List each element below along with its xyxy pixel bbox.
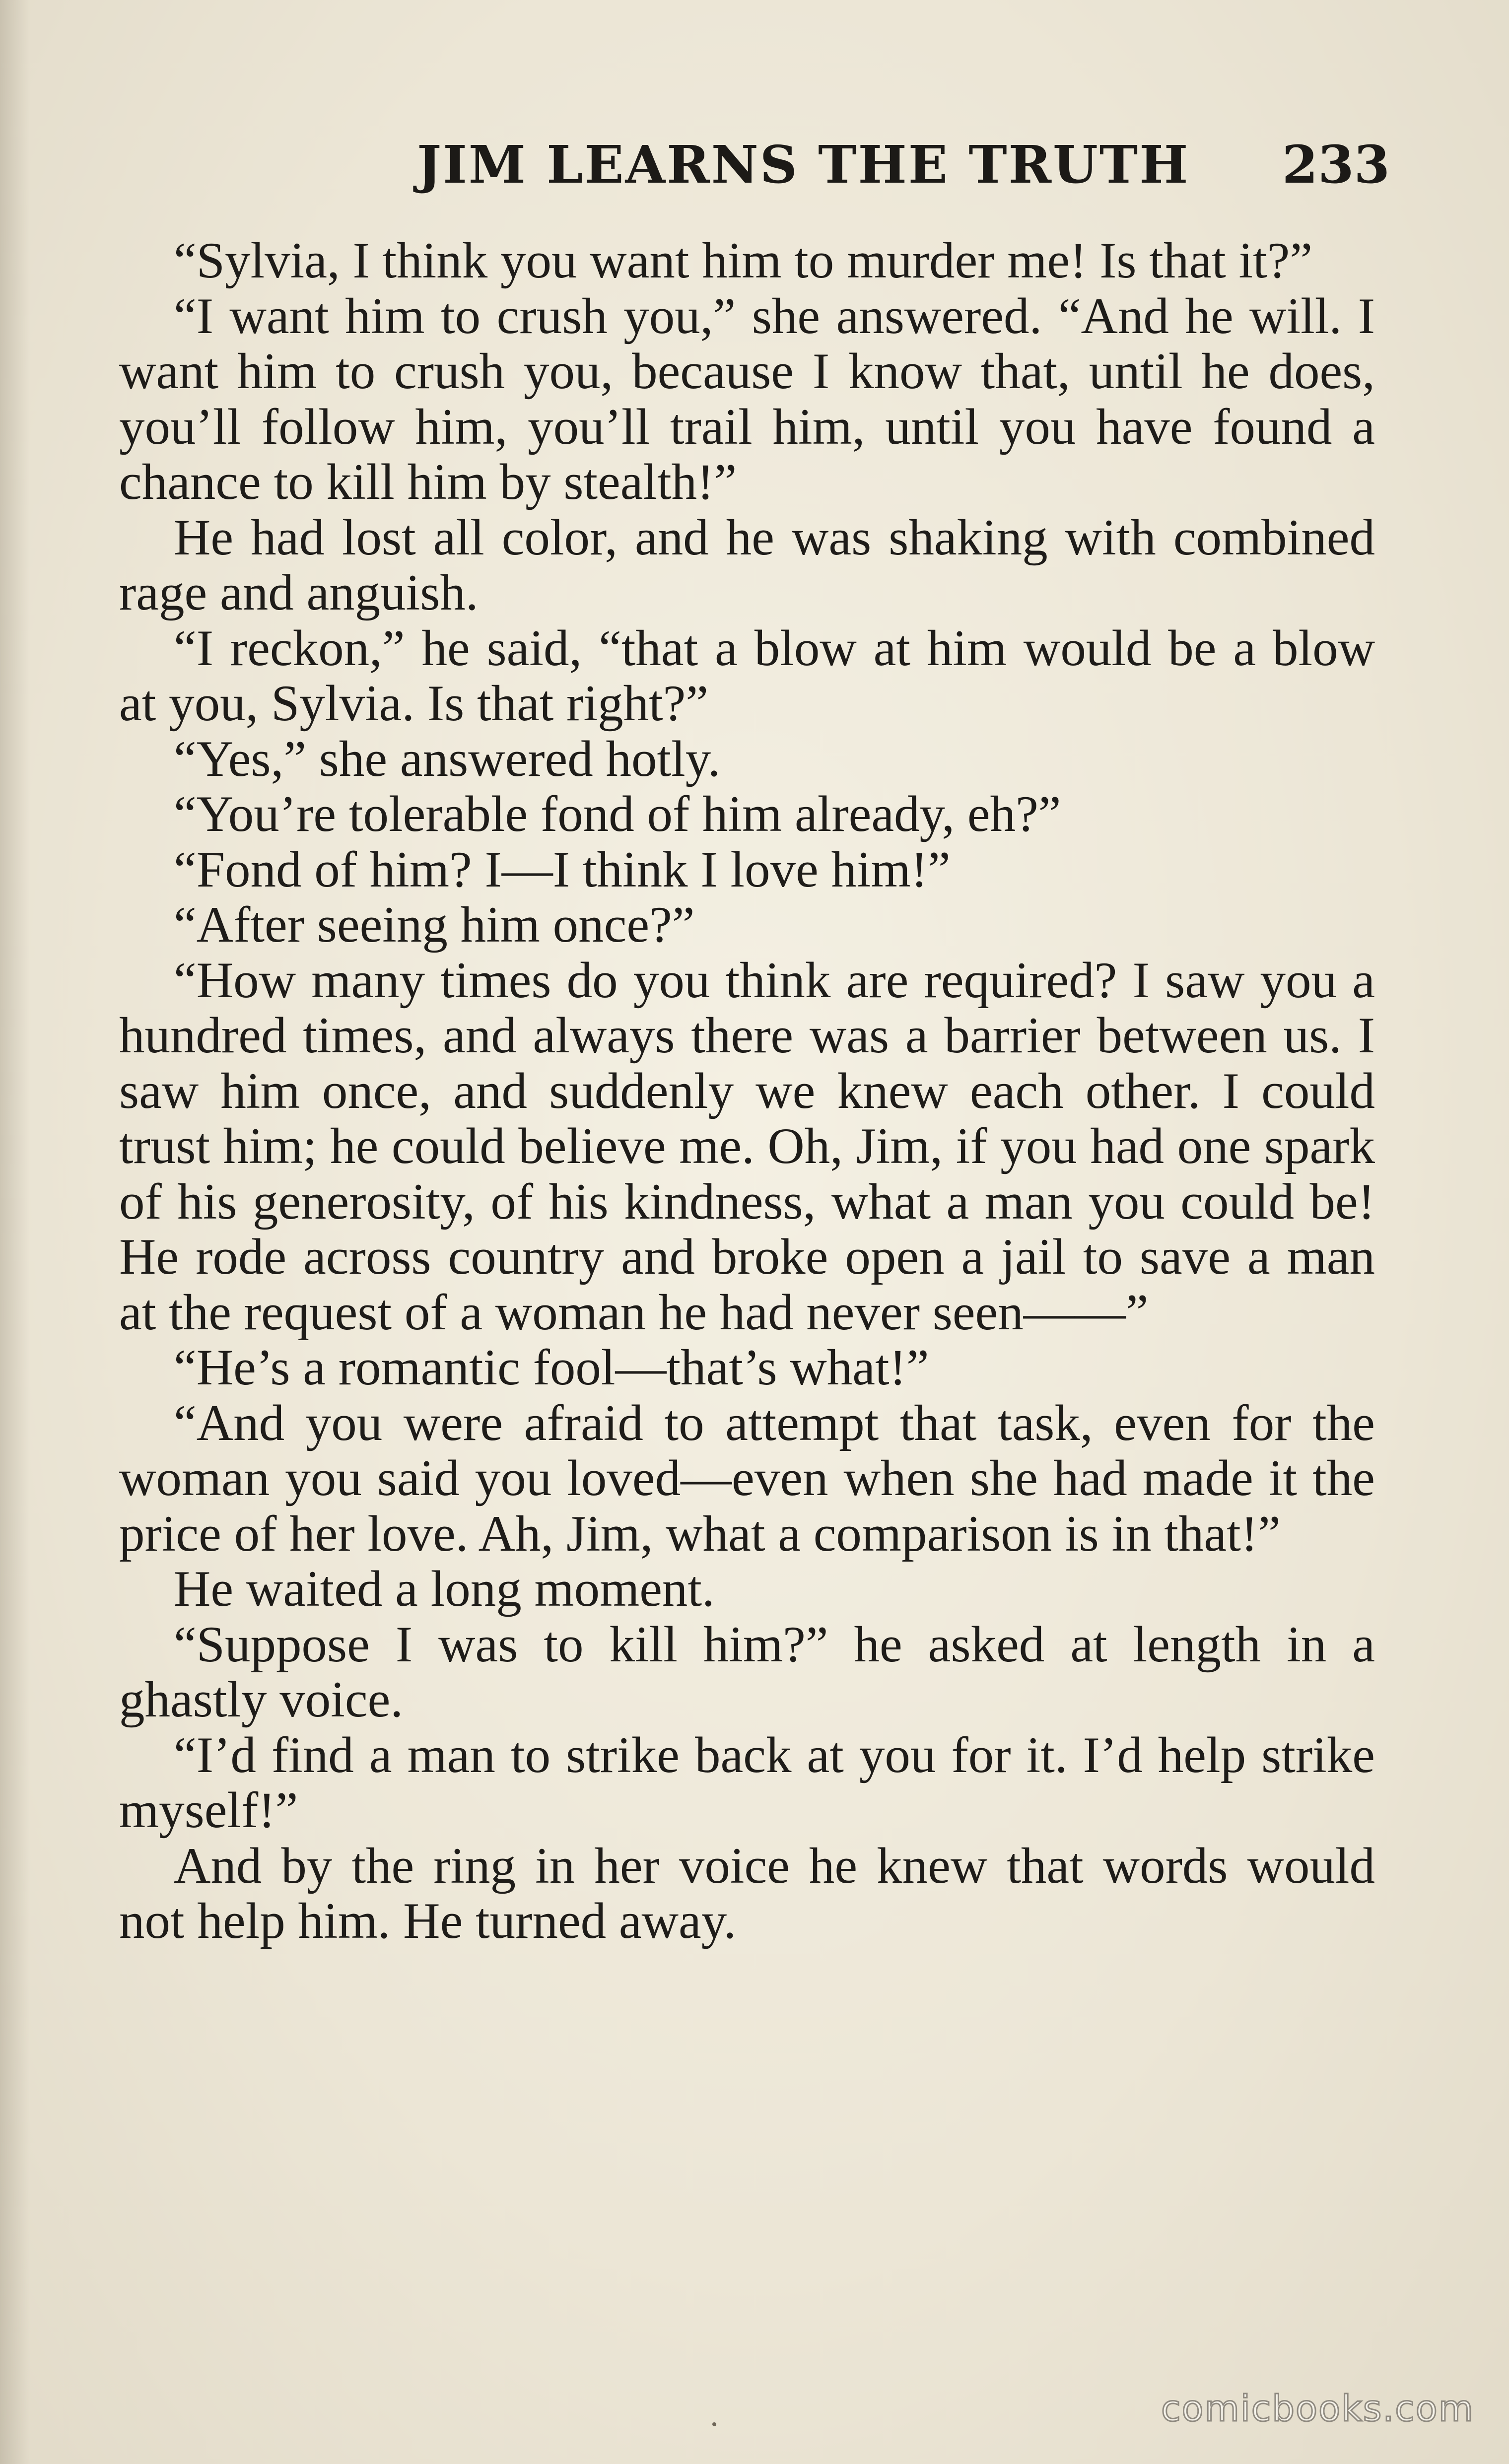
page-number: 233: [1282, 134, 1390, 195]
running-title: JIM LEARNS THE TRUTH: [417, 134, 1190, 195]
paragraph: “I’d find a man to strike back at you for it. I’d help strike myself!”: [119, 1726, 1375, 1839]
paragraph: “You’re tolerable fond of him already, eh?”: [174, 786, 1061, 842]
page-header: [119, 134, 1390, 199]
paragraph: “Yes,” she answered hotly.: [174, 730, 721, 787]
paragraph: “How many times do you think are required? I saw you a hundred times, and always there was a barrier between us. I saw him once, and suddenly we knew each other. I could trust him; he could believe me. Oh, Jim, if you had one spark of his generosity, of his kindness, what a man you could be! He rode across country and broke open a jail to save a man at the request of a woman he had never seen——”: [119, 952, 1375, 1341]
page-gutter-shadow: [0, 0, 30, 2464]
paragraph: “After seeing him once?”: [174, 896, 695, 953]
paragraph: And by the ring in her voice he knew that words would not help him. He turned away.: [119, 1837, 1375, 1949]
paper-speck: [712, 2422, 716, 2426]
body-text: [119, 233, 1375, 1949]
paragraph: “I reckon,” he said, “that a blow at him would be a blow at you, Sylvia. Is that right?”: [119, 619, 1375, 732]
paragraph: “I want him to crush you,” she answered. “And he will. I want him to crush you, because I know that, until he does, you’ll follow him, you’ll trail him, until you have found a chance to kill him by stealth!”: [119, 287, 1375, 510]
paragraph: He waited a long moment.: [174, 1561, 715, 1617]
paragraph: “He’s a romantic fool—that’s what!”: [174, 1339, 929, 1396]
paragraph: “Sylvia, I think you want him to murder me! Is that it?”: [174, 232, 1313, 289]
watermark: comicbooks.com: [1161, 2388, 1474, 2429]
paragraph: “And you were afraid to attempt that task, even for the woman you said you loved—even when she had made it the price of her love. Ah, Jim, what a comparison is in that!”: [119, 1394, 1375, 1562]
paragraph: He had lost all color, and he was shaking with combined rage and anguish.: [119, 509, 1375, 621]
paragraph: “Suppose I was to kill him?” he asked at length in a ghastly voice.: [119, 1616, 1375, 1728]
paragraph: “Fond of him? I—I think I love him!”: [174, 841, 951, 898]
